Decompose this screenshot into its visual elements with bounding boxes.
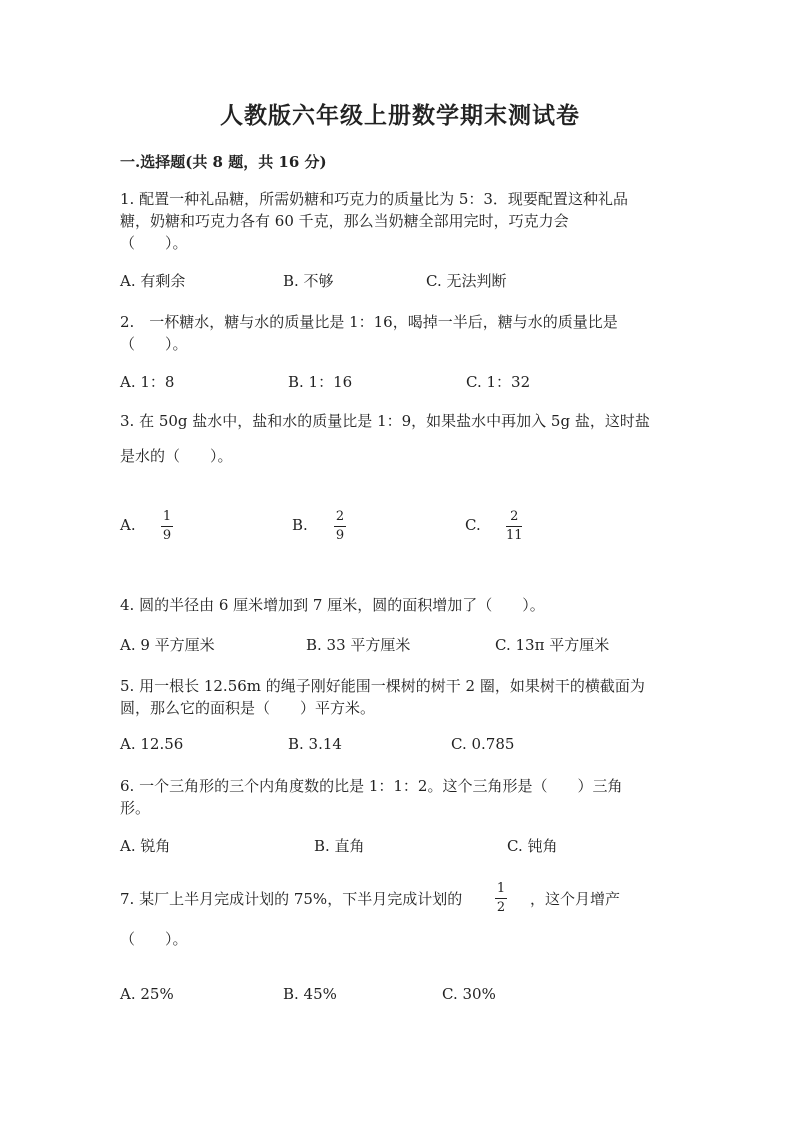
question-2-line-1: 2. 一杯糖水，糖与水的质量比是 1：16，喝掉一半后，糖与水的质量比是 (120, 313, 618, 331)
question-4-option-c[interactable]: C. 13π 平方厘米 (495, 636, 610, 654)
fraction-denominator: 9 (335, 528, 345, 543)
fraction-numerator: 1 (496, 881, 506, 896)
fraction-bar (161, 526, 173, 527)
fraction-denominator: 11 (506, 528, 523, 543)
question-7-fraction (495, 882, 507, 915)
question-1-option-b[interactable]: B. 不够 (283, 272, 334, 290)
question-4-option-b[interactable]: B. 33 平方厘米 (306, 636, 411, 654)
section-heading: 一.选择题(共 8 题，共 16 分) (120, 153, 327, 171)
question-7-option-b[interactable]: B. 45% (283, 985, 337, 1003)
fraction-numerator: 2 (510, 509, 519, 524)
question-7-option-a[interactable]: A. 25% (120, 985, 174, 1003)
question-4-line-1: 4. 圆的半径由 6 厘米增加到 7 厘米，圆的面积增加了（ ）。 (120, 596, 545, 614)
question-1-line-3: （ ）。 (120, 234, 188, 252)
question-6-line-2: 形。 (120, 799, 151, 817)
fraction-numerator: 2 (335, 509, 345, 524)
page-title: 人教版六年级上册数学期末测试卷 (220, 102, 580, 129)
question-5-option-c[interactable]: C. 0.785 (451, 735, 515, 753)
question-3-option-c-label[interactable]: C. (465, 516, 481, 534)
question-4-option-a[interactable]: A. 9 平方厘米 (120, 636, 215, 654)
question-5-option-b[interactable]: B. 3.14 (288, 735, 342, 753)
question-6-option-b[interactable]: B. 直角 (314, 837, 365, 855)
question-6-line-1: 6. 一个三角形的三个内角度数的比是 1：1：2。这个三角形是（ ）三角 (120, 777, 623, 795)
question-1-line-2: 糖，奶糖和巧克力各有 60 千克，那么当奶糖全部用完时，巧克力会 (120, 212, 569, 230)
question-3-line-2: 是水的（ ）。 (120, 447, 233, 465)
question-6-option-a[interactable]: A. 锐角 (120, 837, 171, 855)
question-3-option-c-fraction[interactable] (506, 510, 523, 543)
fraction-denominator: 2 (496, 900, 506, 915)
fraction-denominator: 9 (162, 528, 172, 543)
fraction-numerator: 1 (162, 509, 172, 524)
question-7-option-c[interactable]: C. 30% (442, 985, 496, 1003)
fraction-bar (495, 898, 507, 899)
question-1-option-c[interactable]: C. 无法判断 (426, 272, 507, 290)
question-6-option-c[interactable]: C. 钝角 (507, 837, 558, 855)
question-5-line-1: 5. 用一根长 12.56m 的绳子刚好能围一棵树的树干 2 圈，如果树干的横截面为 (120, 677, 645, 695)
question-2-option-b[interactable]: B. 1：16 (288, 373, 353, 391)
question-3-option-b-fraction[interactable] (334, 510, 346, 543)
question-7-line-1-end: ，这个月增产 (530, 890, 621, 908)
question-2-option-c[interactable]: C. 1：32 (466, 373, 531, 391)
question-3-option-a-label[interactable]: A. (120, 516, 136, 534)
question-2-line-2: （ ）。 (120, 335, 188, 353)
question-1-option-a[interactable]: A. 有剩余 (120, 272, 186, 290)
question-3-line-1: 3. 在 50g 盐水中，盐和水的质量比是 1：9，如果盐水中再加入 5g 盐，这时盐 (120, 412, 650, 430)
question-5-option-a[interactable]: A. 12.56 (120, 735, 184, 753)
question-5-line-2: 圆，那么它的面积是（ ）平方米。 (120, 699, 376, 717)
fraction-bar (334, 526, 346, 527)
question-2-option-a[interactable]: A. 1：8 (120, 373, 175, 391)
question-1-line-1: 1. 配置一种礼品糖，所需奶糖和巧克力的质量比为 5：3．现要配置这种礼品 (120, 190, 628, 208)
fraction-bar (506, 526, 522, 527)
question-3-option-a-fraction[interactable] (161, 510, 173, 543)
question-3-option-b-label[interactable]: B. (292, 516, 308, 534)
question-7-line-1-start: 7. 某厂上半月完成计划的 75%，下半月完成计划的 (120, 890, 463, 908)
question-7-line-2: （ ）。 (120, 930, 188, 948)
